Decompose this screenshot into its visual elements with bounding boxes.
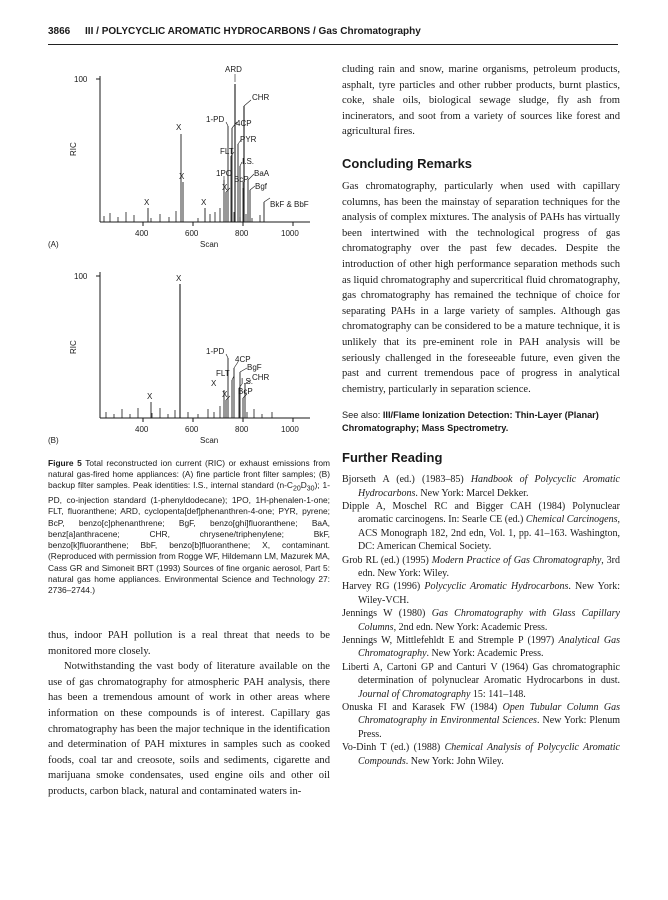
panel-a-x-tick-label: 1000	[281, 229, 299, 238]
reference-item	[342, 701, 620, 741]
reference-publisher: , ACS Monograph 182, 2nd edn, Vol. 1, pp. 41–163. Washington, DC: American Chemical Society.	[358, 514, 620, 553]
page-number: 3866	[48, 26, 71, 37]
panel-a-y-tick-label: 100	[74, 75, 88, 84]
panel-b-labels	[48, 272, 299, 445]
peak-b-label-x1: X	[211, 379, 217, 388]
peak-label-4cp: 4CP	[236, 119, 252, 128]
reference-publisher: . New York: Plenum Press.	[358, 715, 620, 740]
caption-sub-2: 30	[306, 486, 315, 494]
panel-a-x-tick-label: 800	[235, 229, 249, 238]
right-column	[342, 62, 620, 768]
peak-label-pyr: PYR	[240, 135, 257, 144]
reference-publisher: 15: 141–148.	[470, 688, 526, 700]
reference-title: Chemical Carcinogens	[525, 514, 618, 526]
caption-text-2: ); 1-PD, co-injection standard (1-phenyldodecane); 1PO, 1H-phenalen-1-one; FLT, fluoranthene; ARD, cyclopenta[def]phenanthren-4-one; PYR, pyrene; BcP, benzo[c]phenanthrene; BgF, benzo[ghi]fluoranthene; BaA, benz[a]anthracene; CHR, chrysene/triphenylene; BkF, benzo[k]fluoranthene; BbF, benzo[b]fluoranthene; X, contaminant. (Reproduced with permission from Rogge WF, Hildemann LM, Mazurek MA, Cass GR and Simoneit BRT (1993) Sources of fine organic aerosol, Part 5: natural gas home appliances. Environmental Science and Technology 27: 2736–2744.)	[48, 480, 331, 595]
reference-authors: Jennings W, Mittlefehldt E and Stremple P (1997)	[342, 634, 559, 646]
peak-label-flt: FLT	[220, 147, 234, 156]
reference-publisher: . New York: John Wiley.	[405, 755, 504, 767]
figure-caption	[48, 458, 330, 596]
reference-authors: Dipple A, Moschel RC and Bigger CAH (1984) Polynuclear aromatic carcinogens. In: Searle CE (ed.)	[342, 500, 620, 526]
chromatogram-figure	[48, 62, 330, 452]
panel-b-x-tick-label: 400	[135, 425, 149, 434]
peak-b-label-flt: FLT	[216, 369, 230, 378]
reference-item	[342, 580, 620, 607]
reference-authors: Bjorseth A (ed.) (1983–85)	[342, 474, 471, 486]
running-title: III / POLYCYCLIC AROMATIC HYDROCARBONS / Gas Chromatography	[85, 26, 421, 37]
see-also	[342, 409, 620, 434]
running-header	[48, 26, 618, 45]
reference-list	[342, 473, 620, 768]
reference-authors: Grob RL (ed.) (1995)	[342, 554, 432, 566]
reference-publisher: , 3rd edn. New York: Wiley.	[358, 554, 620, 579]
figure-label: Figure 5	[48, 458, 82, 468]
panel-a-x-tick-label: 400	[135, 229, 149, 238]
see-also-label: See also:	[342, 410, 381, 421]
reference-title: Chemical Analysis of Polycyclic Aromatic Compounds	[358, 742, 620, 767]
panel-a-labels	[48, 65, 309, 249]
panel-a-y-axis-label: RIC	[69, 142, 78, 156]
peak-label-x5: X	[201, 198, 207, 207]
peak-b-label-x-top: X	[176, 274, 182, 283]
peak-b-label-bgf: BgF	[247, 363, 262, 372]
reference-title: Journal of Chromatography	[358, 688, 471, 700]
body-paragraph: Gas chromatography, particularly when used with capillary columns, has been the mainstay of separation techniques for the analysis of complex mixtures. The analysis of PAHs has virtually been intertwined with the technological progress of gas chromatography over the past few decades. Despite the introduction of other high performance separation methods such as liquid chromatography and supercritical fluid chromatography, gas chromatography has remained the technique of choice for separating PAHs in a large variety of samples. Although gas chromatography can be considered to be a mature technique, it is unlikely that its pre-eminent role in PAH analysis will be seriously challenged in the foreseeable future, even given the past and current tremendous pace of progress in analytical chemistry, particularly in separation science.	[342, 180, 620, 395]
peak-b-label-bcp: BcP	[238, 387, 253, 396]
panel-b-x-tick-label: 1000	[281, 425, 299, 434]
reference-title: Handbook of Polycyclic Aromatic Hydrocarbons	[358, 474, 620, 499]
reference-authors: Onuska FI and Karasek FW (1984)	[342, 702, 503, 713]
reference-publisher: , 2nd edn. New York: Academic Press.	[393, 621, 548, 633]
peak-b-label-1pd: 1-PD	[206, 347, 225, 356]
panel-b-label: (B)	[48, 436, 59, 445]
peak-b-label-4cp: 4CP	[235, 355, 251, 364]
peak-label-x1: X	[176, 123, 182, 132]
peak-label-baa: BaA	[254, 169, 270, 178]
panel-a-baseline-noise	[104, 208, 260, 222]
figure-5	[48, 62, 330, 457]
peak-label-chr: CHR	[252, 93, 270, 102]
reference-title: Modern Practice of Gas Chromatography	[431, 554, 602, 566]
reference-item	[342, 741, 620, 768]
section-heading-further-reading: Further Reading	[342, 450, 443, 466]
peak-label-1pd: 1-PD	[206, 115, 225, 124]
peak-label-x4: X	[144, 198, 150, 207]
reference-authors: Jennings W (1980)	[342, 608, 432, 620]
reference-item	[342, 634, 620, 661]
reference-item	[342, 607, 620, 634]
reference-title: Polycyclic Aromatic Hydrocarbons	[424, 581, 569, 593]
body-paragraph: cluding rain and snow, marine organisms, petroleum products, asphalt, tyre particles and other rubber products, burnt plastics, coke, shale oils, biological sewage sludge, fly ash from incinerators, and soot from a variety of sources like forest and agricultural fires.	[342, 64, 620, 138]
peak-label-bgf: Bgf	[255, 182, 268, 191]
peak-label-x2: X	[179, 172, 185, 181]
panel-b-y-axis-label: RIC	[69, 340, 78, 354]
reference-item	[342, 473, 620, 500]
body-paragraph: Notwithstanding the vast body of literature available on the use of gas chromatography for atmospheric PAH analysis, there has been a tremendous amount of work in other areas where information on these compounds is of interest. Capillary gas chromatography has been the major technique in the identification and determination of PAH mixtures in samples such as cooked foods, coal tar and creosote, soils and sediments, cigarette and marijuana smoke condensates, used engine oils and other oil products, carbon black, natural and contaminated waters in-	[48, 661, 330, 797]
reference-item	[342, 661, 620, 701]
peak-label-ard: ARD	[225, 65, 242, 74]
left-column-body	[48, 628, 330, 800]
peak-b-label-x2: X	[147, 392, 153, 401]
peak-label-1po: 1PO	[216, 169, 233, 178]
caption-text-1: Total reconstructed ion current (RIC) or exhaust emissions from natural gas-fired home appliances: (A) fine particle front filter samples; (B) backup filter samples. Peak identities: I.S., internal standard (n-C	[48, 458, 330, 491]
panel-b-y-tick-label: 100	[74, 272, 88, 281]
reference-authors: Harvey RG (1996)	[342, 581, 425, 593]
peak-label-bcp: BcP	[234, 175, 249, 184]
panel-b-x-tick-label: 600	[185, 425, 199, 434]
panel-a-label: (A)	[48, 240, 59, 249]
peak-b-label-is: I.S.	[241, 377, 254, 386]
peak-label-is: I.S.	[242, 157, 255, 166]
reference-title: Analytical Gas Chromatography	[358, 634, 620, 660]
caption-sub-1: 20	[292, 486, 301, 494]
panel-b-x-axis-label: Scan	[200, 436, 219, 445]
reference-authors: Vo-Dinh T (ed.) (1988)	[342, 742, 445, 754]
body-paragraph: thus, indoor PAH pollution is a real threat that needs to be monitored more closely.	[48, 630, 330, 657]
reference-title: Gas Chromatography with Glass Capillary Columns	[358, 608, 620, 633]
reference-publisher: . New York: Marcel Dekker.	[415, 487, 529, 499]
reference-item	[342, 554, 620, 581]
see-also-links[interactable]: III/Flame Ionization Detection: Thin-Layer (Planar) Chromatography; Mass Spectrometry.	[342, 410, 599, 433]
caption-text-mid: D	[300, 480, 307, 491]
panel-a-x-axis-label: Scan	[200, 240, 219, 249]
reference-publisher: . New York: Academic Press.	[426, 648, 544, 660]
panel-a-x-tick-label: 600	[185, 229, 199, 238]
reference-item	[342, 500, 620, 554]
peak-label-x3: X	[222, 183, 228, 192]
panel-b-x-tick-label: 800	[235, 425, 249, 434]
peak-label-bkf: BkF & BbF	[270, 200, 309, 209]
panel-b	[96, 272, 310, 422]
reference-authors: Liberti A, Cartoni GP and Canturi V (1964) Gas chromatographic determination of polynuclear Aromatic Hydrocarbons in dust.	[342, 661, 620, 687]
peak-b-label-chr: CHR	[252, 373, 270, 382]
section-heading-concluding-remarks: Concluding Remarks	[342, 155, 473, 171]
peak-b-label-x3: X	[222, 390, 228, 399]
reference-title: Open Tubular Column Gas Chromatography in Environmental Sciences	[358, 702, 620, 727]
panel-b-baseline-noise	[106, 406, 272, 418]
reference-publisher: . New York: Wiley-VCH.	[358, 581, 621, 606]
